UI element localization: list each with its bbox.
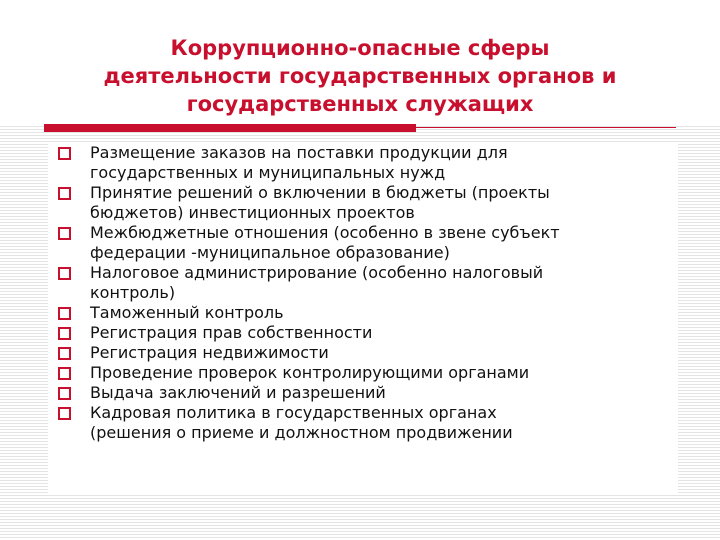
list-item <box>48 223 678 263</box>
item-text-line: Налоговое администрирование (особенно налоговый <box>90 263 544 282</box>
hollow-square-icon <box>58 187 71 200</box>
list-item <box>48 143 678 183</box>
hollow-square-icon <box>58 407 71 420</box>
item-text-line: контроль) <box>90 283 176 302</box>
item-text-line: государственных и муниципальных нужд <box>90 163 446 182</box>
hollow-square-icon <box>58 347 71 360</box>
item-text-line: Межбюджетные отношения (особенно в звене субъект <box>90 223 560 242</box>
item-text-line: Проведение проверок контролирующими органами <box>90 363 530 382</box>
hollow-square-icon <box>58 367 71 380</box>
title-underline-line <box>416 127 676 128</box>
title-underline-bar <box>44 124 416 132</box>
item-text-line: Размещение заказов на поставки продукции для <box>90 143 508 162</box>
list-item <box>48 263 678 303</box>
list-item <box>48 383 678 403</box>
item-text-line: Принятие решений о включении в бюджеты (проекты <box>90 183 550 202</box>
list-item <box>48 343 678 363</box>
item-text-line: (решения о приеме и должностном продвижении <box>90 423 513 442</box>
item-text-line: Кадровая политика в государственных органах <box>90 403 497 422</box>
item-text-line: федерации -муниципальное образование) <box>90 243 450 262</box>
title-line: деятельности государственных органов и <box>103 64 617 88</box>
bullet-list <box>48 143 678 443</box>
list-item <box>48 183 678 223</box>
list-item <box>48 403 678 443</box>
hollow-square-icon <box>58 307 71 320</box>
item-text-line: бюджетов) инвестиционных проектов <box>90 203 415 222</box>
hollow-square-icon <box>58 147 71 160</box>
title-line: Коррупционно-опасные сферы <box>170 36 550 60</box>
hollow-square-icon <box>58 227 71 240</box>
hollow-square-icon <box>58 387 71 400</box>
item-text-line: Регистрация прав собственности <box>90 323 373 342</box>
item-text-line: Регистрация недвижимости <box>90 343 329 362</box>
item-text-line: Выдача заключений и разрешений <box>90 383 386 402</box>
hollow-square-icon <box>58 327 71 340</box>
list-item <box>48 303 678 323</box>
list-item <box>48 363 678 383</box>
content-area <box>48 143 678 493</box>
item-text-line: Таможенный контроль <box>90 303 284 322</box>
slide-title <box>40 34 680 118</box>
title-line: государственных служащих <box>186 92 534 116</box>
hollow-square-icon <box>58 267 71 280</box>
list-item <box>48 323 678 343</box>
